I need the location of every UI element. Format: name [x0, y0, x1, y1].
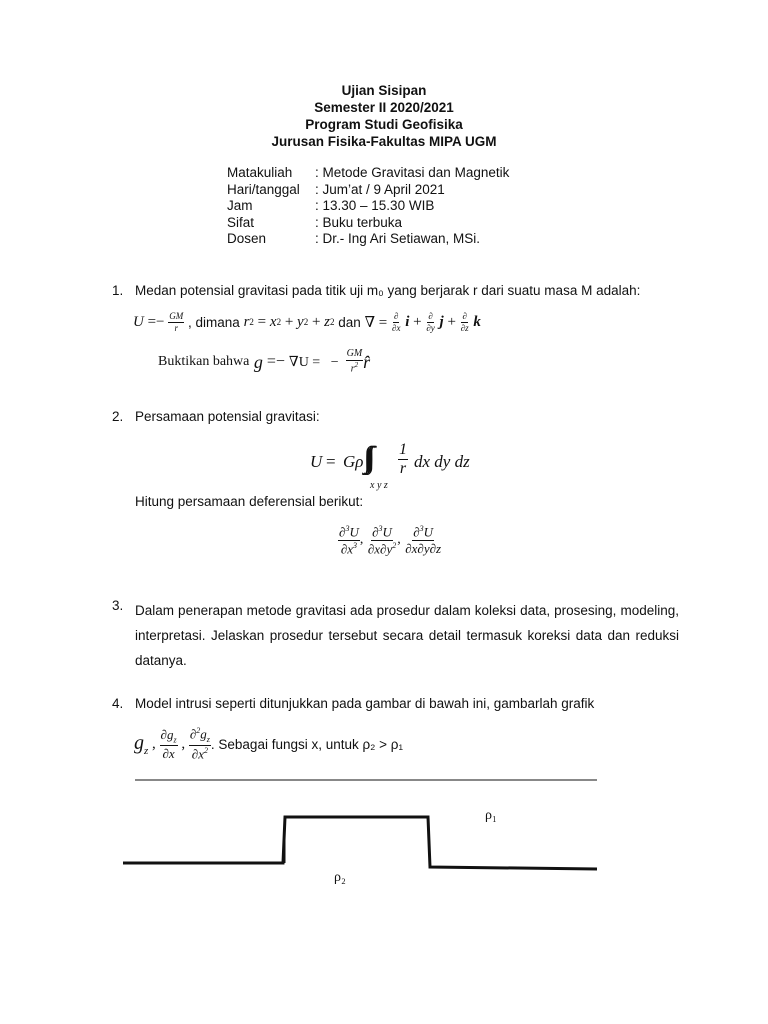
info-row-lecturer [227, 231, 509, 248]
question-4-number: 4. [112, 696, 124, 711]
rho2-label: ρ₂ [334, 870, 346, 885]
rho1-label: ρ₁ [485, 808, 497, 823]
exam-info [227, 165, 509, 248]
question-4-text2: . Sebagai fungsi x, untuk ρ₂ > ρ₁ [210, 736, 404, 752]
info-value: : Jum’at / 9 April 2021 [315, 181, 445, 197]
question-1-number: 1. [112, 283, 124, 298]
question-3-text: Dalam penerapan metode gravitasi ada prosedur dalam koleksi data, prosesing, modeling, interpretasi. Jelaskan prosedur tersebut secara detail termasuk koreksi data dan reduksi datanya. [135, 603, 679, 668]
info-value: : Buku terbuka [315, 214, 403, 230]
info-label: Matakuliah [227, 165, 293, 180]
info-label: Dosen [227, 231, 267, 246]
exam-header [0, 82, 768, 150]
intrusion-model-figure [0, 770, 768, 900]
question-1-formula: U =− $\frac{GM}{r}$ , dimana r 2 = x 2 + y 2 + z 2 dan ∇ = $\frac{\partial}{\partial x}$ i + $\frac{\partial}{\partial y}$ j + $\frac{\partial}{\partial z}$ k [133, 310, 481, 333]
question-4-text: Model intrusi seperti ditunjukkan pada gambar di bawah ini, gambarlah grafik [135, 696, 595, 711]
exam-title: Ujian Sisipan [341, 83, 427, 98]
department: Jurusan Fisika-Fakultas MIPA UGM [271, 134, 497, 149]
info-value: : 13.30 – 15.30 WIB [315, 198, 435, 213]
info-row-time [227, 198, 509, 215]
info-label: Jam [227, 198, 253, 213]
info-label: Sifat [227, 214, 255, 230]
info-value: : Metode Gravitasi dan Magnetik [315, 165, 510, 180]
question-2-text: Persamaan potensial gravitasi: [135, 409, 320, 424]
question-3-number: 3. [112, 598, 124, 613]
dimana-text: , dimana [188, 314, 240, 330]
question-2-number: 2. [112, 409, 124, 424]
info-label: Hari/tanggal [227, 181, 300, 197]
intrusion-boundary [123, 817, 597, 869]
info-row-type [227, 215, 509, 232]
dan-text: dan [338, 314, 361, 330]
info-value: : Dr.- Ing Ari Setiawan, MSi. [315, 231, 481, 246]
question-4-formula: $g_z$ , $\frac{\partial g_z}{\partial x}$ , $\frac{\partial^2g_z}{\partial x^2}$ . Sebagai fungsi x, untuk ρ₂ > ρ₁ [134, 726, 404, 762]
question-2-derivatives: $\frac{\partial^3U}{\partial x^3}$ , $\frac{\partial^3U}{\partial x\partial y^2}$ , $\frac{\partial^3U}{\partial x\partial y\partial z}$ [339, 524, 442, 556]
question-2-text2: Hitung persamaan deferensial berikut: [135, 494, 364, 509]
study-program: Program Studi Geofisika [305, 117, 463, 132]
question-1-text: Medan potensial gravitasi pada titik uji m₀ yang berjarak r dari suatu masa M adalah: [135, 283, 641, 298]
question-1-prove: Buktikan bahwa g =− ∇U = − $\frac{GM}{r^2}$ r̂ [158, 348, 371, 375]
info-row-course [227, 165, 509, 182]
info-row-date [227, 182, 509, 199]
semester: Semester II 2020/2021 [314, 100, 454, 115]
prove-text: Buktikan bahwa [158, 354, 250, 369]
